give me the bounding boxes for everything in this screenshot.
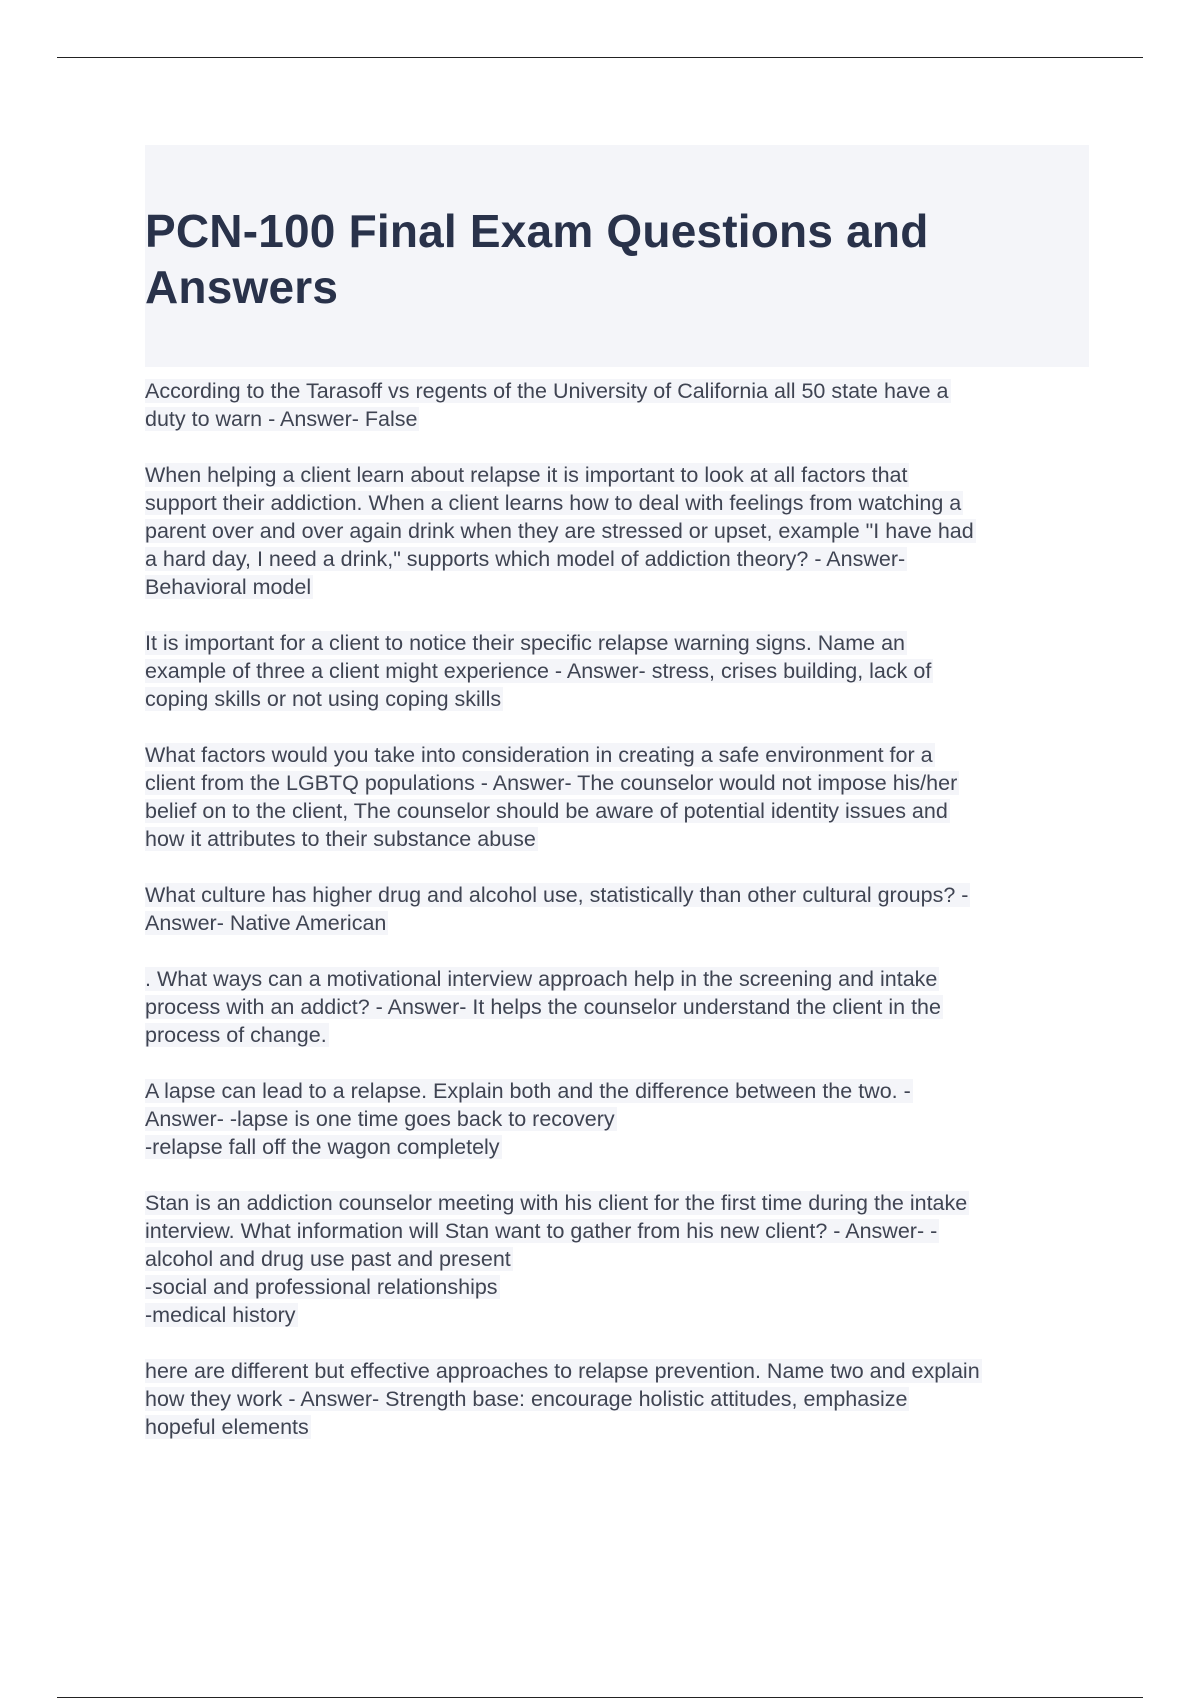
qa-line: process with an addict? - Answer- It helps the counselor understand the client in the — [145, 995, 941, 1019]
qa-line: Stan is an addiction counselor meeting with his client for the first time during the intake — [145, 1191, 968, 1215]
qa-line: coping skills or not using coping skills — [145, 687, 502, 711]
qa-line: It is important for a client to notice their specific relapse warning signs. Name an — [145, 631, 906, 655]
qa-line: how they work - Answer- Strength base: encourage holistic attitudes, emphasize — [145, 1387, 908, 1411]
qa-line: process of change. — [145, 1023, 327, 1047]
title-line: Answers — [145, 261, 339, 313]
bottom-rule — [57, 1697, 1143, 1698]
qa-line: how it attributes to their substance abuse — [145, 827, 536, 851]
qa-item — [145, 377, 1089, 433]
qa-line: support their addiction. When a client learns how to deal with feelings from watching a — [145, 491, 962, 515]
qa-line: . What ways can a motivational interview approach help in the screening and intake — [145, 967, 938, 991]
top-rule — [57, 57, 1143, 58]
qa-line: What factors would you take into consideration in creating a safe environment for a — [145, 743, 933, 767]
document-body — [145, 145, 1089, 1469]
qa-line: alcohol and drug use past and present — [145, 1247, 511, 1271]
qa-item — [145, 741, 1089, 853]
qa-line: -medical history — [145, 1303, 296, 1327]
document-title — [145, 203, 1089, 315]
qa-item — [145, 1357, 1089, 1441]
qa-line: What culture has higher drug and alcohol use, statistically than other cultural groups? - — [145, 883, 969, 907]
qa-item — [145, 881, 1089, 937]
qa-item — [145, 1189, 1089, 1329]
qa-line: example of three a client might experience - Answer- stress, crises building, lack of — [145, 659, 932, 683]
qa-line: hopeful elements — [145, 1415, 309, 1439]
qa-line: a hard day, I need a drink," supports which model of addiction theory? - Answer- — [145, 547, 906, 571]
qa-line: duty to warn - Answer- False — [145, 407, 418, 431]
qa-item — [145, 1077, 1089, 1161]
title-block — [145, 145, 1089, 367]
title-line: PCN-100 Final Exam Questions and — [145, 205, 929, 257]
qa-item — [145, 461, 1089, 601]
qa-line: When helping a client learn about relapse it is important to look at all factors that — [145, 463, 908, 487]
qa-list — [145, 377, 1089, 1441]
qa-line: parent over and over again drink when they are stressed or upset, example "I have had — [145, 519, 974, 543]
qa-line: client from the LGBTQ populations - Answer- The counselor would not impose his/her — [145, 771, 958, 795]
qa-item — [145, 965, 1089, 1049]
qa-line: According to the Tarasoff vs regents of the University of California all 50 state have a — [145, 379, 949, 403]
qa-line: -relapse fall off the wagon completely — [145, 1135, 500, 1159]
qa-line: here are different but effective approaches to relapse prevention. Name two and explain — [145, 1359, 980, 1383]
qa-line: -social and professional relationships — [145, 1275, 498, 1299]
qa-item — [145, 629, 1089, 713]
qa-line: belief on to the client, The counselor should be aware of potential identity issues and — [145, 799, 948, 823]
qa-line: interview. What information will Stan want to gather from his new client? - Answer- - — [145, 1219, 938, 1243]
qa-line: Answer- -lapse is one time goes back to recovery — [145, 1107, 615, 1131]
qa-line: Behavioral model — [145, 575, 312, 599]
qa-line: Answer- Native American — [145, 911, 387, 935]
qa-line: A lapse can lead to a relapse. Explain both and the difference between the two. - — [145, 1079, 911, 1103]
